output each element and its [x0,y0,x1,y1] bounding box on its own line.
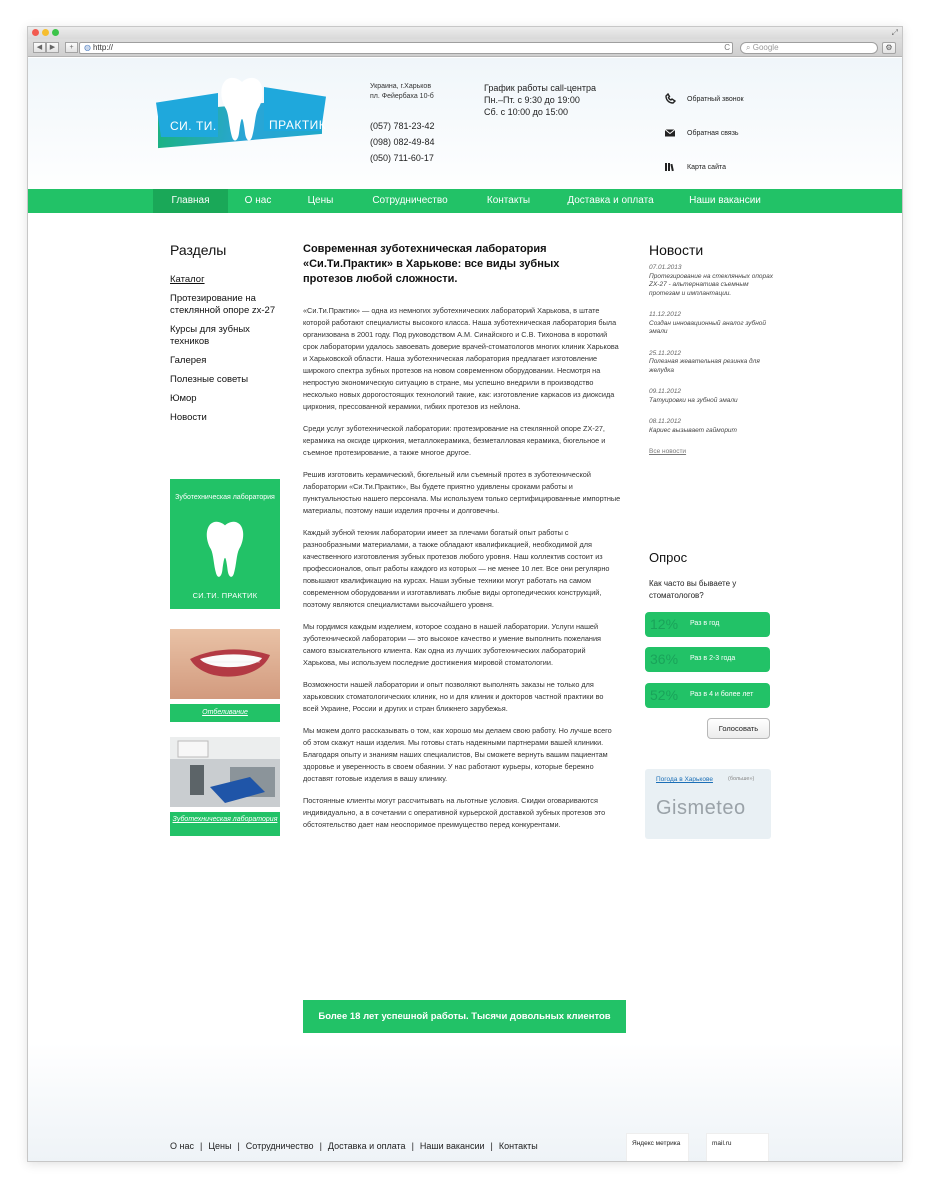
schedule-line: Пн.–Пт. с 9:30 до 19:00 [484,95,580,105]
footer-separator: | [411,1141,414,1151]
address-line: Украина, г.Харьков [370,83,432,90]
footer-link-cooperation[interactable]: Сотрудничество [245,1141,314,1151]
schedule-title: График работы call-центра [484,83,596,93]
promo-title: Зуботехническая лаборатория [175,494,275,501]
promo-brand: СИ.ТИ. ПРАКТИК [192,591,258,600]
poll-option-label: Раз в 2-3 года [690,655,736,662]
whitening-card[interactable] [170,629,280,722]
nav-item-delivery[interactable]: Доставка и оплата [567,195,654,206]
article-paragraph: Каждый зубной техник лаборатории имеет за плечами богатый опыт работы с разнообразными материалами, а также обладают квалификацией, необходимой для качественного изготовления зубных протезов любого уровня. Наш коллектив состоит из профессионалов, опыт работы каждого из которых — не менее 10 лет. Все они регулярно повышают квалификацию на курсах. Наши зубные техники могут работать на самом современном оборудовании и изготавливать любые виды ортопедических конструкций, поэтому являются специалистами высочайшего уровня. [303,528,610,609]
footer-link-about[interactable]: О нас [170,1141,194,1151]
footer-separator: | [237,1141,240,1151]
dental-office-image [170,737,280,807]
feedback-link[interactable] [664,116,744,150]
poll-percent: 36% [650,651,679,667]
callback-label: Обратный звонок [687,95,744,103]
tooth-logo-icon [217,75,267,145]
gear-icon[interactable]: ⚙ [882,42,896,54]
news-date: 07.01.2013 [649,264,682,271]
weather-more-link[interactable]: (больше») [728,776,755,782]
news-item[interactable] [649,418,774,435]
poll-option[interactable] [645,683,770,708]
history-buttons [33,42,78,53]
footer-separator: | [319,1141,322,1151]
news-list [649,264,774,455]
new-tab-button[interactable]: + [65,42,78,53]
weather-link[interactable]: Погода в Харькове [656,776,713,783]
lab-gallery-card[interactable] [170,737,280,836]
address [370,82,434,102]
lab-promo-banner[interactable] [170,479,280,609]
sidebar-item-tips[interactable]: Полезные советы [170,374,249,385]
phone-number: (050) 711-60-17 [370,153,434,163]
article-paragraph: Мы можем долго рассказывать о том, как хорошо мы делаем свою работу. Но лучше всего об этом скажут наши изделия. Мы готовы стать надежными партнерами вашей клиники. Благодаря опыту и знаниям наших специалистов, Вы сможете вернуть вашим пациентам здоровье и уверенность в своем обаянии. У нас работают курьеры, которые бережно доставят готовые изделия в вашу клинику. [303,726,612,783]
quick-links [664,82,744,184]
news-item[interactable] [649,311,774,337]
weather-widget [645,769,771,839]
callback-link[interactable] [664,82,744,116]
mailru-counter[interactable]: mail.ru [706,1133,769,1162]
browser-window [27,26,903,1162]
mail-icon [664,127,676,139]
browser-toolbar [28,39,902,57]
article-paragraph: Мы гордимся каждым изделием, которое создано в нашей лаборатории. Услуги нашей зуботехнической лаборатории — это высокое качество и умение выполнить пожелания самого взыскательного клиента. Как одна из лучших зуботехнических лабораторий Харькова, мы используем последние достижения мировой стоматологии. [303,622,601,667]
sidebar-item-zx27[interactable]: Протезирование на стеклянной опоре zx-27 [170,293,276,316]
footer-link-vacancies[interactable]: Наши вакансии [419,1141,485,1151]
minimize-window-button[interactable] [42,29,49,36]
logo-text-right: ПРАКТИК [269,118,327,132]
poll-option-label: Раз в 4 и более лет [690,691,754,698]
news-text: Создан инновационный аналог зубной эмали [649,319,767,335]
news-date: 25.11.2012 [649,349,682,357]
sitemap-link[interactable] [664,150,744,184]
news-heading: Новости [649,242,704,258]
news-date: 08.11.2012 [649,418,682,425]
phone-number: (057) 781-23-42 [370,121,435,131]
page-title: Современная зуботехническая лаборатория «Си.Ти.Практик» в Харькове: все виды зубных протезов любой сложности. [303,243,560,285]
back-button[interactable]: ◀ [33,42,46,53]
nav-item-prices[interactable]: Цены [307,195,334,206]
news-item[interactable] [649,264,774,298]
news-text: Протезирование на стеклянных опорах ZX-27 - альтернатива съемным протезам и имплантации. [649,272,774,297]
article-paragraph: Решив изготовить керамический, бюгельный или съемный протез в зуботехнической лаборатории «Си.Ти.Практик», Вы будете приятно удивлены сроками работы и пунктуальностью нашего персонала. Мы используем только сертифицированные импортные материалы, поэтому наши изделия прочны и долговечны. [303,470,621,515]
whitening-caption[interactable]: Отбеливание [170,704,280,722]
phone-number: (098) 082-49-84 [370,137,435,147]
news-date: 09.11.2012 [649,388,682,395]
poll-percent: 52% [650,687,679,703]
tooth-icon [203,519,247,581]
gismeteo-logo[interactable]: Gismeteo [656,797,746,819]
poll-question: Как часто вы бываете у стоматологов? [649,579,737,600]
forward-button[interactable]: ▶ [46,42,59,53]
footer-separator: | [490,1141,493,1151]
news-item[interactable] [649,350,774,376]
news-text: Полезная жевательная резинка для желудка [649,358,760,374]
article-paragraph: Возможности нашей лаборатории и опыт позволяют выполнять заказы не только для харьковских стоматологических клиник, но и для клиник и докторов частной практики во всей Украине, России и других и стран ближнего зарубежья. [303,680,604,713]
news-text: Кариес вызывает гайморит [649,426,737,434]
maximize-window-button[interactable] [52,29,59,36]
news-item[interactable] [649,388,774,405]
article-paragraph: Среди услуг зуботехнической лаборатории: протезирование на стеклянной опоре ZX-27, керамика на оксиде циркония, металлокерамика, безметалловая керамика, бюгельное и съемное протезирование, а также многое другое. [303,424,606,457]
globe-icon: ◍ [84,43,91,52]
sitemap-icon [664,161,676,173]
search-icon: ⌕ [746,43,751,52]
sitemap-label: Карта сайта [687,163,726,171]
sidebar-item-catalog[interactable]: Каталог [170,274,205,285]
nav-item-about[interactable]: О нас [244,195,272,206]
poll-option[interactable] [645,647,770,672]
sidebar-menu [170,274,290,431]
poll-percent: 12% [650,616,679,632]
news-date: 11.12.2012 [649,311,682,318]
article-body [303,305,621,841]
nav-item-contacts[interactable]: Контакты [486,195,531,206]
article-paragraph: «Си.Ти.Практик» — одна из немногих зуботехнических лабораторий Харькова, в штате которой работают специалисты высокого класса. Наша зуботехническая лаборатория была организована в 2001 году. Под руководством А.М. Синайского и С.В. Тихонова в короткий срок лаборатории удалось завоевать доверие врачей-стоматологов многих клиник Харькова и Харьковской области. Наша зуботехническая лаборатория предлагает изготовление широкого спектра зубных протезов на новом современном оборудовании. Несмотря на непростую экономическую ситуацию в стране, мы успешно внедрили в производство несколько новых дорогостоящих технологий такие, как: изготовление каркасов из диоксида циркония, прессованной керамики, гибких протезов из нейлона. [303,306,619,411]
sidebar-item-courses[interactable]: Курсы для зубных техников [170,324,250,347]
sidebar-item-humor[interactable]: Юмор [170,393,197,404]
news-text: Татуировки на зубной эмали [649,396,738,404]
feedback-label: Обратная связь [687,129,739,137]
reload-icon[interactable]: C [724,43,730,52]
phone-list [370,118,435,166]
schedule-line: Сб. с 10:00 до 15:00 [484,107,568,117]
fullscreen-icon[interactable]: ⤢ [891,28,898,37]
footer-separator: | [199,1141,203,1151]
footer-link-delivery[interactable]: Доставка и оплата [327,1141,406,1151]
footer-link-contacts[interactable]: Контакты [498,1141,538,1151]
site-logo[interactable] [156,75,326,175]
phone-icon [664,93,676,105]
footer-link-prices[interactable]: Цены [208,1141,232,1151]
smile-image [170,629,280,699]
sections-heading: Разделы [170,242,227,258]
nav-item-cooperation[interactable]: Сотрудничество [372,195,448,206]
sidebar-item-gallery[interactable]: Галерея [170,355,207,366]
vote-button[interactable]: Голосовать [707,718,770,739]
url-text: http:// [92,43,113,52]
search-input[interactable] [740,42,878,54]
lab-gallery-caption[interactable]: Зуботехническая лаборатория [170,812,280,836]
poll-heading: Опрос [649,550,688,565]
call-center-schedule [484,82,596,118]
logo-text-left: СИ. ТИ. [170,119,217,133]
poll-option-label: Раз в год [690,620,720,627]
nav-item-home[interactable]: Главная [153,189,228,213]
nav-item-vacancies[interactable]: Наши вакансии [689,195,761,206]
search-placeholder: Google [752,43,779,52]
poll-option[interactable] [645,612,770,637]
article-paragraph: Постоянные клиенты могут рассчитывать на льготные условия. Скидки оговариваются индивидуально, а в сочетании с оперативной курьерской доставкой зубных протезов это обстоятельство дает нам неоспоримое преимущество перед конкурентами. [303,796,606,829]
sidebar-item-news[interactable]: Новости [170,412,207,423]
footer-menu [170,1141,538,1151]
main-navigation [28,189,902,213]
yandex-metrika-counter[interactable]: Яндекс метрика [626,1133,689,1162]
web-page [28,58,902,1162]
all-news-link[interactable]: Все новости [649,448,687,455]
address-line: пл. Фейербаха 10-б [370,93,434,100]
window-titlebar [28,27,902,39]
address-bar[interactable] [79,42,733,54]
window-controls [32,29,59,36]
close-window-button[interactable] [32,29,39,36]
cta-banner[interactable]: Более 18 лет успешной работы. Тысячи довольных клиентов [303,1000,626,1033]
